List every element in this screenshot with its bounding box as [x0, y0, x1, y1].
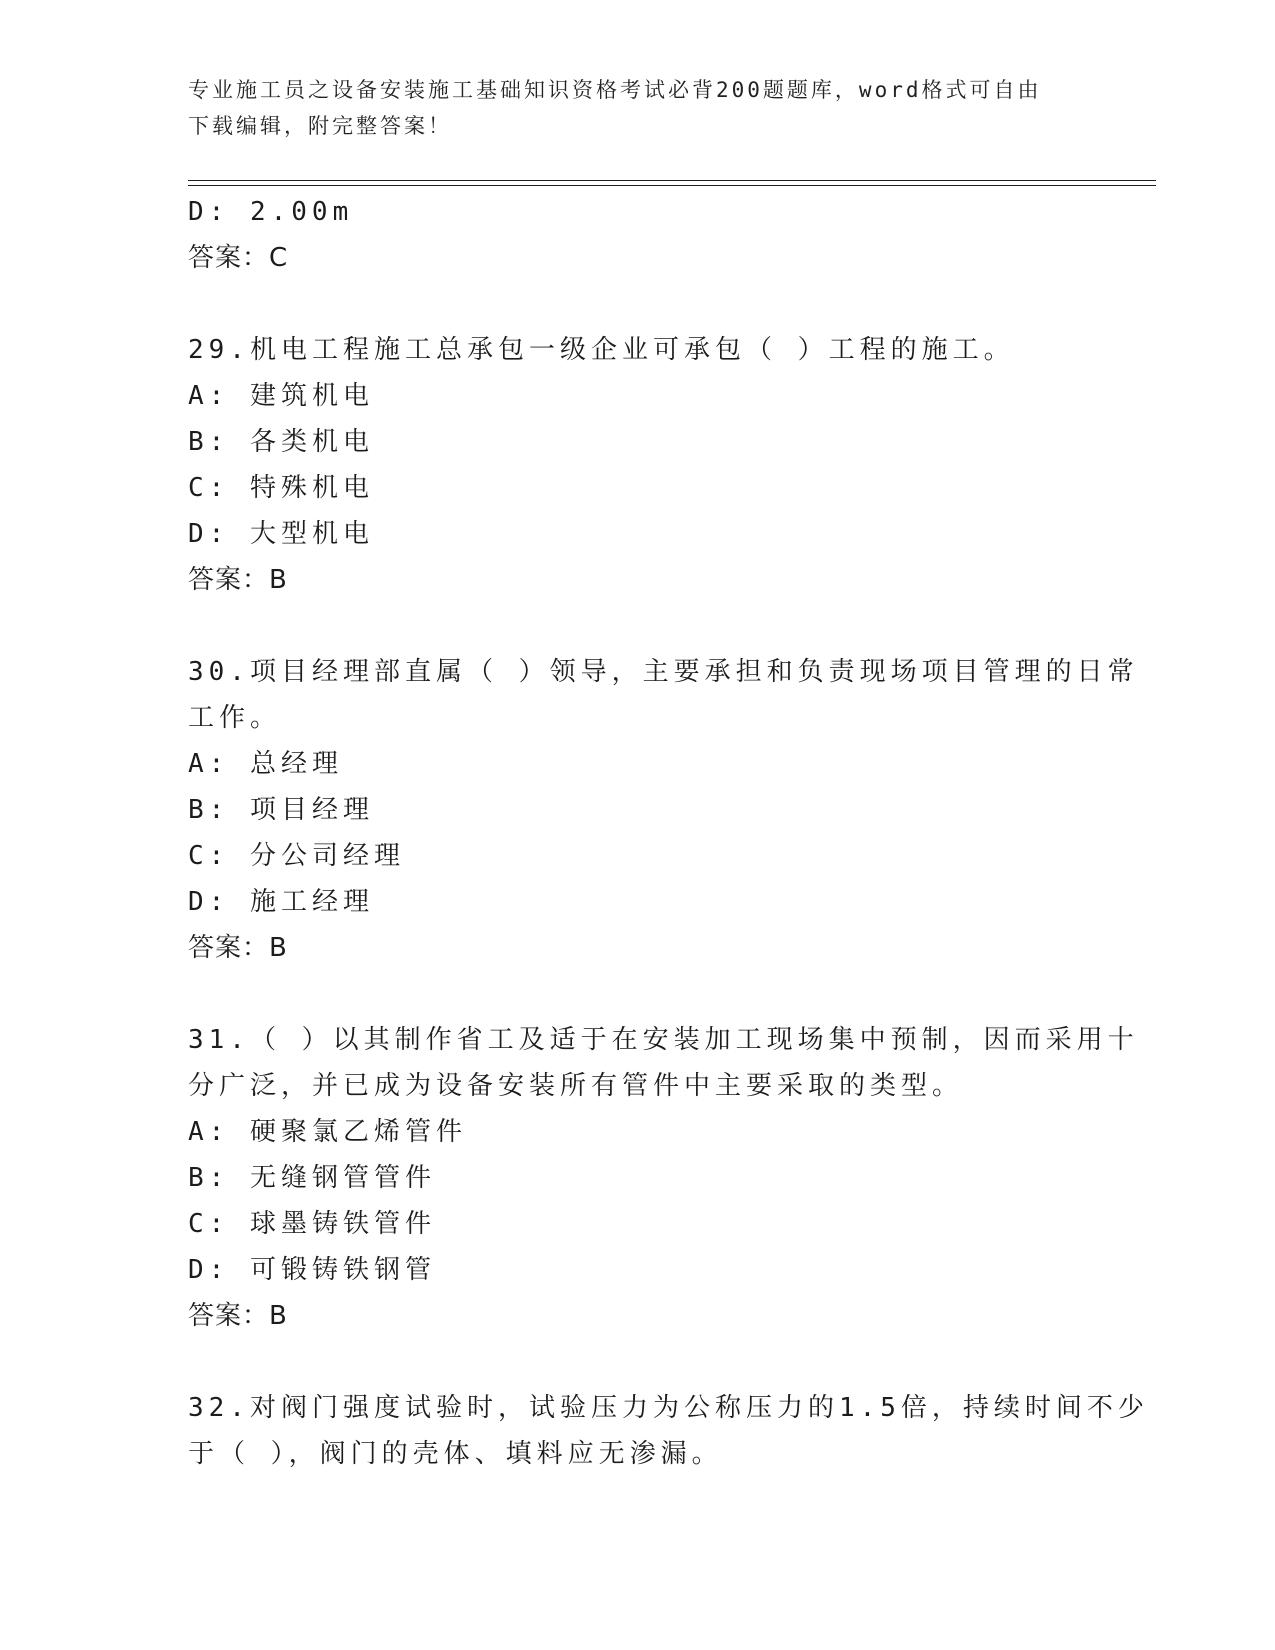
spacer [188, 971, 1088, 1017]
question-text-continued: 工作。 [188, 703, 282, 733]
option-b: B: 项目经理 [188, 795, 374, 825]
document-header [188, 72, 1088, 144]
option-a: A: 总经理 [188, 749, 343, 779]
question-text-continued: 于（ ），阀门的壳体、填料应无渗漏。 [188, 1439, 723, 1469]
option-c: C: 特殊机电 [188, 473, 374, 503]
option-a: A: 建筑机电 [188, 381, 374, 411]
header-line-2: 下载编辑，附完整答案！ [188, 114, 452, 138]
question-block-29 [188, 327, 1088, 603]
question-text-continued: 分广泛，并已成为设备安装所有管件中主要采取的类型。 [188, 1071, 964, 1101]
spacer [188, 281, 1088, 327]
answer-line: 答案：B [188, 1301, 288, 1331]
header-divider-top [188, 180, 1156, 181]
header-divider-bottom [188, 185, 1156, 186]
option-d: D: 2.00m [188, 197, 354, 227]
question-block-32 [188, 1385, 1149, 1477]
header-line-1: 专业施工员之设备安装施工基础知识资格考试必背200题题库，word格式可自由 [188, 78, 1042, 102]
question-block-31 [188, 1017, 1139, 1339]
option-d: D: 施工经理 [188, 887, 374, 917]
answer-line: 答案：B [188, 933, 288, 963]
option-b: B: 各类机电 [188, 427, 374, 457]
question-text: 30.项目经理部直属（ ）领导，主要承担和负责现场项目管理的日常 [188, 657, 1139, 687]
option-c: C: 球墨铸铁管件 [188, 1209, 436, 1239]
answer-line: 答案：B [188, 565, 288, 595]
question-content [188, 189, 1149, 1477]
option-d: D: 可锻铸铁钢管 [188, 1255, 436, 1285]
option-d: D: 大型机电 [188, 519, 374, 549]
spacer [188, 1339, 1088, 1385]
question-text: 29.机电工程施工总承包一级企业可承包（ ）工程的施工。 [188, 335, 1015, 365]
answer-line: 答案：C [188, 243, 289, 273]
option-a: A: 硬聚氯乙烯管件 [188, 1117, 467, 1147]
option-c: C: 分公司经理 [188, 841, 405, 871]
option-b: B: 无缝钢管管件 [188, 1163, 436, 1193]
question-block-30 [188, 649, 1139, 971]
question-block-28-tail [188, 189, 1088, 281]
spacer [188, 603, 1088, 649]
question-text: 32.对阀门强度试验时，试验压力为公称压力的1.5倍，持续时间不少 [188, 1393, 1149, 1423]
question-text: 31.（ ）以其制作省工及适于在安装加工现场集中预制，因而采用十 [188, 1025, 1139, 1055]
